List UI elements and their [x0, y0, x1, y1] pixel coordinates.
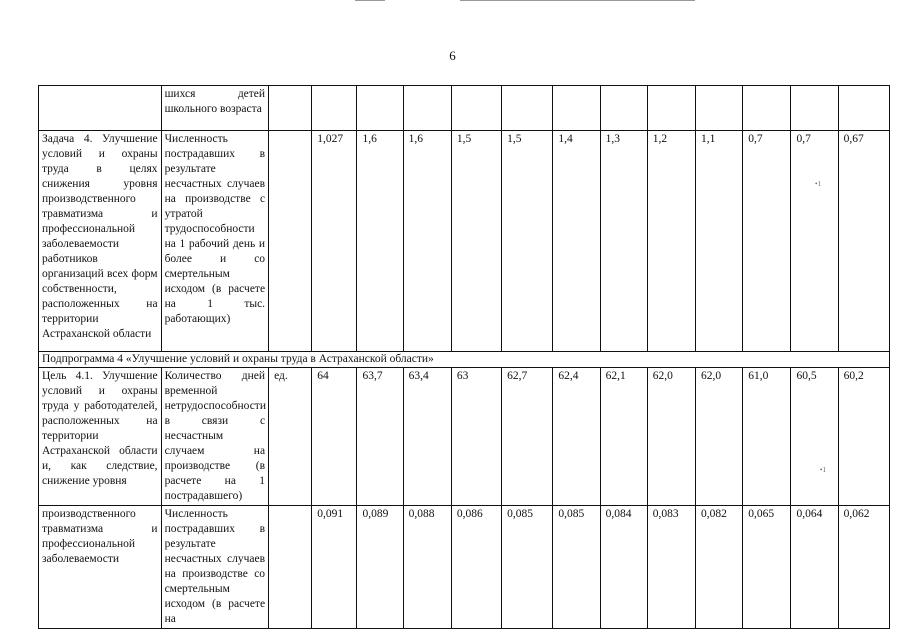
table-body [39, 86, 890, 629]
value-cell: 1,6 [357, 131, 403, 352]
unit-cell [269, 506, 312, 629]
value-cell: 0,065 [743, 506, 791, 629]
table-row [39, 368, 890, 506]
value-cell: 0,085 [502, 506, 553, 629]
value-cell: 62,1 [600, 368, 647, 506]
goal-cell: Задача 4. Улучшение условий и охраны труда в целях снижения уровня производственного травматизма и профессиональной заболеваемости работников организаций всех форм собственности, расположенных на территории Астраханской области [39, 131, 162, 352]
goal-cell [39, 86, 162, 131]
value-cell: 0,091 [312, 506, 357, 629]
value-cell: 62,0 [647, 368, 695, 506]
goal-cell: Цель 4.1. Улучшение условий и охраны труда у работодателей, расположенных на территории Астраханской области и, как следствие, снижение уровня [39, 368, 162, 506]
value-cell: 1,5 [502, 131, 553, 352]
value-cell [600, 86, 647, 131]
table-row [39, 506, 890, 629]
table-row [39, 86, 890, 131]
indicators-table [38, 85, 890, 629]
value-cell: 0,064 [791, 506, 838, 629]
value-cell [553, 86, 600, 131]
value-cell: 1,5 [451, 131, 501, 352]
indicator-cell: шихся детей школьного возраста [161, 86, 269, 131]
value-cell [791, 86, 838, 131]
value-cell: 0,084 [600, 506, 647, 629]
value-cell: 0,082 [696, 506, 743, 629]
value-cell [743, 86, 791, 131]
value-cell: 0,089 [357, 506, 403, 629]
value-cell [403, 86, 451, 131]
value-cell: 1,4 [553, 131, 600, 352]
subprogram-row [39, 352, 890, 368]
value-cell: 60,5 [791, 368, 838, 506]
scan-mark: •1 [820, 466, 826, 474]
value-cell: 0,086 [451, 506, 501, 629]
top-rule-left [355, 0, 385, 1]
value-cell: 0,7 [743, 131, 791, 352]
value-cell: 0,67 [838, 131, 889, 352]
value-cell: 64 [312, 368, 357, 506]
top-rule-right [460, 0, 695, 1]
value-cell: 61,0 [743, 368, 791, 506]
value-cell: 0,7 [791, 131, 838, 352]
value-cell [312, 86, 357, 131]
value-cell [838, 86, 889, 131]
unit-cell: ед. [269, 368, 312, 506]
indicator-cell: Численность пострадавших в результате несчастных случаев на производстве со смертельным исходом (в расчете на [161, 506, 269, 629]
table-row [39, 131, 890, 352]
value-cell: 62,7 [502, 368, 553, 506]
value-cell: 1,2 [647, 131, 695, 352]
value-cell: 60,2 [838, 368, 889, 506]
value-cell: 0,085 [553, 506, 600, 629]
goal-cell: производственного травматизма и профессиональной заболеваемости [39, 506, 162, 629]
value-cell: 62,4 [553, 368, 600, 506]
value-cell [357, 86, 403, 131]
value-cell [696, 86, 743, 131]
unit-cell [269, 131, 312, 352]
value-cell: 63 [451, 368, 501, 506]
value-cell: 0,083 [647, 506, 695, 629]
value-cell: 0,062 [838, 506, 889, 629]
value-cell: 63,4 [403, 368, 451, 506]
scan-mark: •1 [815, 180, 821, 188]
indicator-cell: Численность пострадавших в результате несчастных случаев на производстве с утратой трудоспособности на 1 рабочий день и более и со смертельным исходом (в расчете на 1 тыс. работающих) [161, 131, 269, 352]
value-cell: 1,6 [403, 131, 451, 352]
value-cell: 1,3 [600, 131, 647, 352]
value-cell: 1,027 [312, 131, 357, 352]
subprogram-title: Подпрограмма 4 «Улучшение условий и охраны труда в Астраханской области» [39, 352, 890, 368]
page-number: 6 [449, 48, 456, 63]
value-cell: 0,088 [403, 506, 451, 629]
indicator-cell: Количество дней временной нетрудоспособности в связи с несчастным случаем на производстве (в расчете на 1 пострадавшего) [161, 368, 269, 506]
value-cell: 62,0 [696, 368, 743, 506]
value-cell: 1,1 [696, 131, 743, 352]
value-cell [451, 86, 501, 131]
value-cell: 63,7 [357, 368, 403, 506]
unit-cell [269, 86, 312, 131]
value-cell [502, 86, 553, 131]
value-cell [647, 86, 695, 131]
